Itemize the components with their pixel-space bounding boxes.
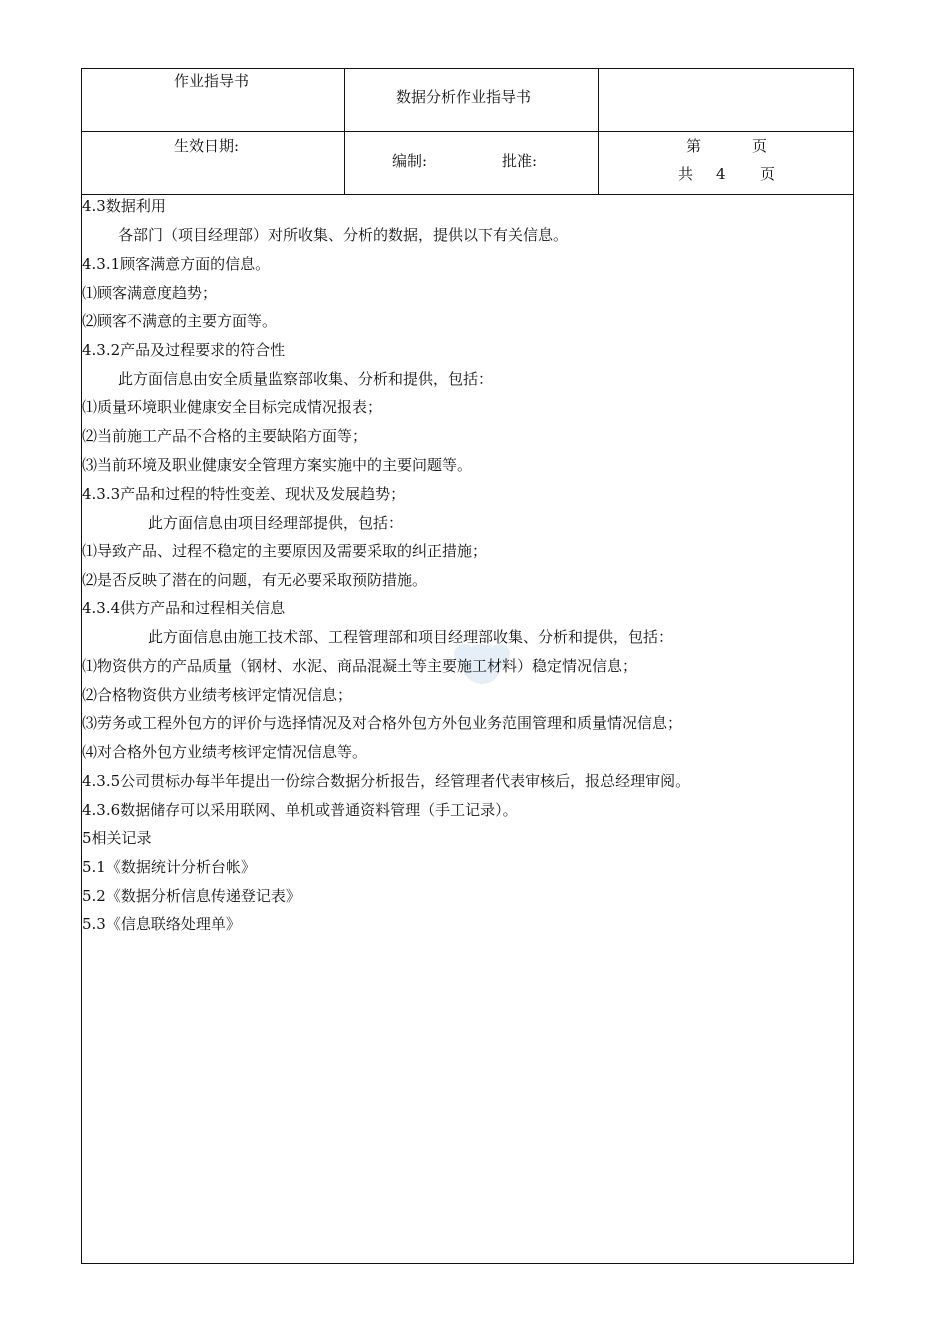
- subsection-heading: 4.3.3产品和过程的特性变差、现状及发展趋势；: [82, 485, 406, 503]
- subsection-heading: 4.3.2产品及过程要求的符合性: [82, 341, 286, 359]
- total-label-ye: 页: [760, 165, 776, 183]
- subsection-heading: 4.3.1顾客满意方面的信息。: [82, 255, 271, 273]
- header-col-divider-2: [598, 69, 599, 194]
- section-heading: 5相关记录: [82, 829, 152, 847]
- section-heading: 4.3数据利用: [82, 197, 166, 215]
- list-item: ⑵当前施工产品不合格的主要缺陷方面等；: [82, 427, 368, 445]
- list-item: ⑵合格物资供方业绩考核评定情况信息；: [82, 686, 353, 704]
- subsection-paragraph: 4.3.6数据储存可以采用联网、单机或普通资料管理（手工记录）。: [82, 801, 518, 819]
- list-item: ⑷对合格外包方业绩考核评定情况信息等。: [82, 743, 368, 761]
- list-item: ⑴顾客满意度趋势；: [82, 284, 218, 302]
- paragraph: 此方面信息由施工技术部、工程管理部和项目经理部收集、分析和提供，包括：: [148, 628, 674, 646]
- header-row-divider: [82, 131, 853, 132]
- effective-date-label: 生效日期:: [174, 137, 240, 155]
- total-pages: 4: [716, 165, 726, 183]
- doc-type-label: 作业指导书: [174, 72, 250, 90]
- subsection-heading: 4.3.4供方产品和过程相关信息: [82, 599, 286, 617]
- paragraph: 此方面信息由安全质量监察部收集、分析和提供，包括：: [118, 370, 494, 388]
- subsection-paragraph: 4.3.5公司贯标办每半年提出一份综合数据分析报告，经管理者代表审核后，报总经理审阅。: [82, 772, 691, 790]
- page-label-di: 第: [686, 137, 702, 155]
- list-item: ⑴质量环境职业健康安全目标完成情况报表；: [82, 398, 383, 416]
- list-item: ⑶当前环境及职业健康安全管理方案实施中的主要问题等。: [82, 456, 473, 474]
- record-item: 5.2《数据分析信息传递登记表》: [82, 887, 301, 905]
- paragraph: 此方面信息由项目经理部提供，包括：: [148, 514, 404, 532]
- list-item: ⑶劳务或工程外包方的评价与选择情况及对合格外包方外包业务范围管理和质量情况信息；: [82, 714, 683, 732]
- list-item: ⑵顾客不满意的主要方面等。: [82, 312, 278, 330]
- list-item: ⑴导致产品、过程不稳定的主要原因及需要采取的纠正措施；: [82, 542, 488, 560]
- list-item: ⑵是否反映了潜在的问题，有无必要采取预防措施。: [82, 571, 428, 589]
- page-label-ye: 页: [752, 137, 768, 155]
- compiled-label: 编制:: [392, 152, 428, 170]
- header-col-divider-1: [344, 69, 345, 194]
- document-frame: [81, 68, 854, 1264]
- record-item: 5.1《数据统计分析台帐》: [82, 858, 256, 876]
- doc-title: 数据分析作业指导书: [396, 88, 532, 106]
- approved-label: 批准:: [502, 152, 538, 170]
- list-item: ⑴物资供方的产品质量（钢材、水泥、商品混凝土等主要施工材料）稳定情况信息；: [82, 657, 638, 675]
- paragraph: 各部门（项目经理部）对所收集、分析的数据，提供以下有关信息。: [118, 226, 569, 244]
- record-item: 5.3《信息联络处理单》: [82, 915, 241, 933]
- total-label-gong: 共: [678, 165, 694, 183]
- header-bottom-border: [82, 194, 853, 195]
